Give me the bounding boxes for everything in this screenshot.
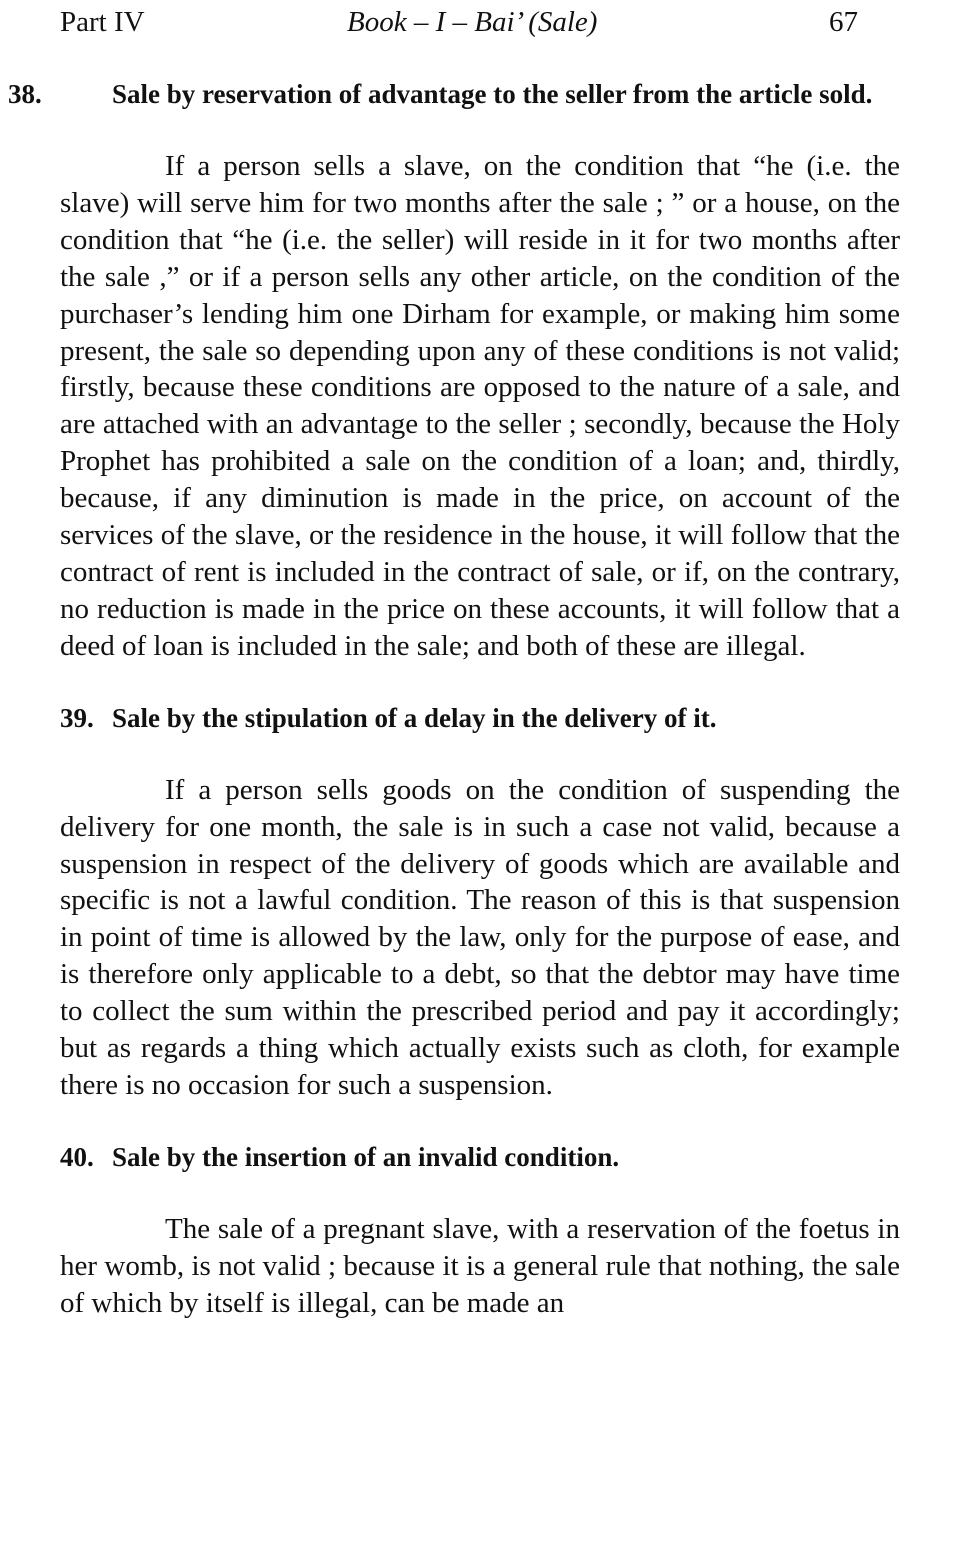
section-number: 40.	[60, 1141, 94, 1172]
section-heading	[8, 76, 900, 113]
book-title: Book – I – Bai’ (Sale)	[347, 6, 598, 38]
section-number: 38.	[8, 79, 42, 109]
page-number: 67	[829, 6, 858, 38]
section-38	[8, 76, 900, 665]
section-body: If a person sells goods on the condition of suspending the delivery for one month, the sale is in such a case not valid, because a suspension in respect of the delivery of goods which are available and specific is not a lawful condition. The reason of this is that suspension in point of time is allowed by the law, only for the purpose of ease, and is therefore only applicable to a debt, so that the debtor may have time to collect the sum within the prescribed period and pay it accordingly; but as regards a thing which actually exists such as cloth, for example there is no occasion for such a suspension.	[60, 773, 900, 1101]
book-page	[8, 0, 900, 1321]
section-heading	[60, 700, 900, 737]
section-39	[60, 700, 900, 1104]
section-number: 39.	[60, 702, 94, 733]
section-title: Sale by the insertion of an invalid condition.	[112, 1141, 620, 1172]
section-title: Sale by reservation of advantage to the seller from the article sold.	[112, 79, 873, 109]
section-title: Sale by the stipulation of a delay in the delivery of it.	[112, 702, 717, 733]
running-header	[60, 0, 900, 44]
section-heading	[60, 1139, 900, 1176]
section-body: If a person sells a slave, on the condition that “he (i.e. the slave) will serve him for two months after the sale ; ” or a house, on the condition that “he (i.e. the seller) will reside in it for two months after the sale ,” or if a person sells any other article, on the condition of the purchaser’s lending him one Dirham for example, or making him some present, the sale so depending upon any of these conditions is not valid; firstly, because these conditions are opposed to the nature of a sale, and are attached with an advantage to the seller ; secondly, because the Holy Prophet has prohibited a sale on the condition of a loan; and, thirdly, because, if any diminution is made in the price, on account of the services of the slave, or the residence in the house, it will follow that the contract of rent is included in the contract of sale, or if, on the contrary, no reduction is made in the price on these accounts, it will follow that a deed of loan is included in the sale; and both of these are illegal.	[60, 150, 900, 662]
section-40	[60, 1139, 900, 1321]
section-body: The sale of a pregnant slave, with a reservation of the foetus in her womb, is not valid ; because it is a general rule that nothing, the sale of which by itself is illegal, can be made an	[60, 1212, 900, 1319]
part-label: Part IV	[60, 6, 145, 38]
